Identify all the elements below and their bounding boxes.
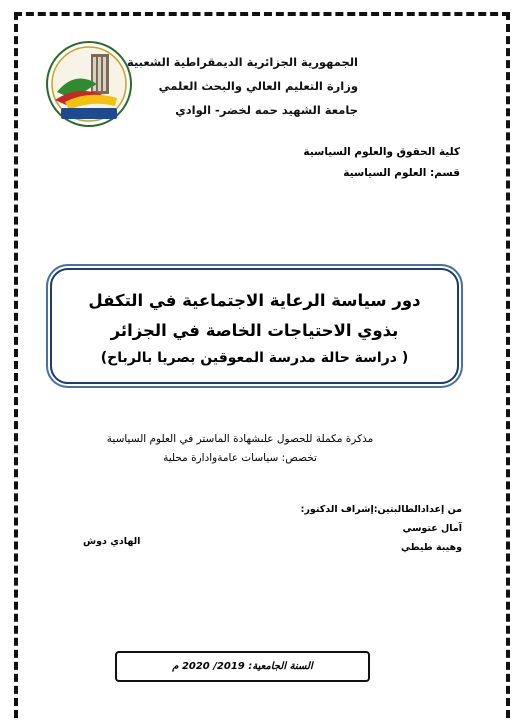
faculty-block bbox=[160, 142, 460, 184]
thesis-title: دور سياسة الرعاية الاجتماعية في التكفل بذوي الاحتياجات الخاصة في الجزائر bbox=[88, 291, 421, 340]
faculty-name: كلية الحقوق والعلوم السياسية bbox=[303, 146, 460, 158]
student-name-2: وهيبة طيطي bbox=[400, 542, 462, 553]
thesis-specialty: تخصص: سياسات عامةوادارة محلية bbox=[163, 452, 317, 464]
academic-year: السنة الجامعية: 2019/ 2020 م bbox=[172, 661, 313, 672]
thesis-subtitle: ( دراسة حالة مدرسة المعوقين بصريا بالرباح) bbox=[100, 350, 409, 366]
department-name: قسم: العلوم السياسية bbox=[343, 167, 460, 179]
republic-name: الجمهورية الجزائرية الديمقراطية الشعبية bbox=[126, 55, 358, 69]
supervisor-name: الهادي دوش bbox=[83, 536, 141, 547]
student-name-1: آمال عتوسي bbox=[402, 523, 462, 534]
thesis-description: مذكرة مكملة للحصول علىشهادة الماستر في العلوم السياسية bbox=[106, 433, 374, 445]
supervision-block bbox=[202, 500, 462, 557]
academic-year-box bbox=[115, 651, 370, 682]
supervision-label: من إعدادالطالبتين:إشراف الدكتور: bbox=[300, 504, 462, 515]
institution-header bbox=[108, 50, 358, 122]
university-name: جامعة الشهيد حمه لخضر- الوادي bbox=[175, 103, 358, 117]
title-box bbox=[50, 268, 459, 384]
ministry-name: وزارة التعليم العالي والبحث العلمي bbox=[158, 79, 358, 93]
thesis-info bbox=[60, 430, 420, 468]
